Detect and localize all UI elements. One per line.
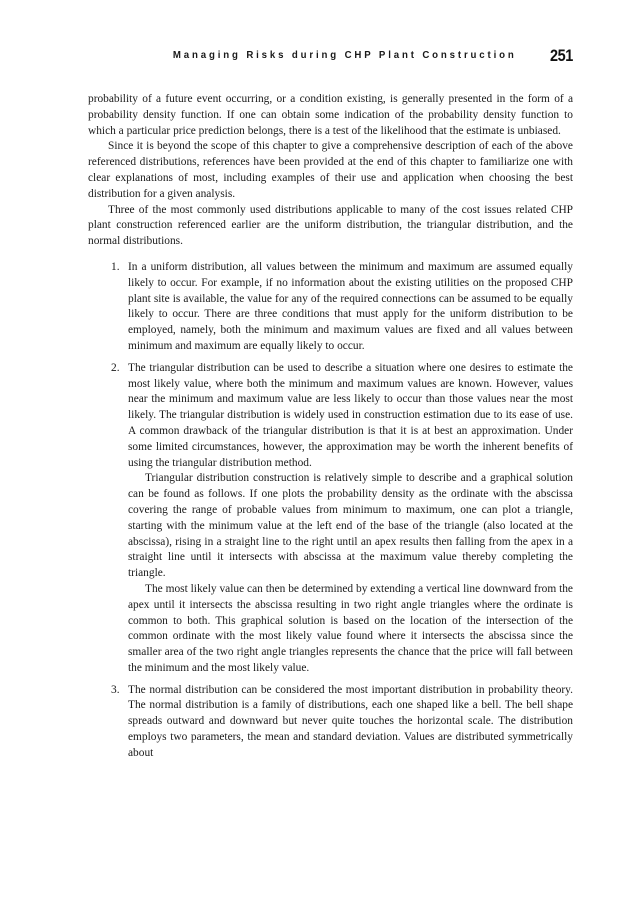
distribution-list: [88, 260, 573, 762]
page-number: 251: [550, 46, 573, 65]
list-item-number: 1.: [111, 260, 120, 273]
list-item-paragraph: The normal distribution can be considered the most important distribution in probability theory. The normal distribution is a family of distributions, each one shaped like a bell. The bell shape spreads outward and downward but never quite touches the horizontal scale. The distribution employs two parameters, the mean and standard deviation. Values are distributed symmetrically about: [128, 683, 573, 759]
list-item-number: 3.: [111, 683, 120, 696]
list-item-paragraph: In a uniform distribution, all values between the minimum and maximum are assumed equally likely to occur. For example, if no information about the existing utilities on the proposed CHP plant site is available, the value for any of the required connections can be assumed to be equally likely to occur. There are three conditions that must apply for the uniform distribution to be employed, namely, both the minimum and maximum values are fixed and all values between minimum and maximum are equally likely to occur.: [128, 260, 573, 352]
body-text: [88, 92, 573, 768]
paragraph-continued: probability of a future event occurring, or a condition existing, is generally presented in the form of a probability density function. If one can obtain some indication of the probability density function to which a particular price prediction belongs, there is a test of the likelihood that the estimate is unbiased.: [88, 93, 573, 137]
list-item-uniform-distribution: [111, 260, 573, 355]
paragraph: Since it is beyond the scope of this chapter to give a comprehensive description of each of the above referenced distributions, references have been provided at the end of this chapter to familiarize one with clear explanations of most, including examples of their use and application when choosing the best distribution for a given analysis.: [88, 140, 573, 200]
list-item-number: 2.: [111, 361, 120, 374]
list-item-paragraph: Triangular distribution construction is relatively simple to describe and a graphical solution can be found as follows. If one plots the probability density as the ordinate with the abscissa covering the range of probable values from minimum to maximum, one can plot a triangle, starting with the minimum value at the left end of the base of the triangle (also located at the abscissa), rising in a straight line to the right until an apex results then falling from the apex in a straight line until it intersects with abscissa at the maximum value thereby completing the triangle.: [128, 472, 573, 580]
list-item-paragraph: The triangular distribution can be used to describe a situation where one desires to estimate the most likely value, where both the minimum and maximum values are known. However, values near the minimum and maximum value are less likely to occur than those values near the most likely. The triangular distribution is widely used in construction estimation due to its ease of use. A common drawback of the triangular distribution is that it is at best an approximation. Under some limited circumstances, however, the approximation may be worth the inherent benefits of using the triangular distribution method.: [128, 361, 573, 469]
list-item-triangular-distribution: [111, 361, 573, 677]
running-title: Managing Risks during CHP Plant Construction: [173, 49, 517, 61]
list-item-paragraph: The most likely value can then be determined by extending a vertical line downward from the apex until it intersects the abscissa resulting in two right angle triangles where the ordinate is common to both. This graphical solution is based on the location of the intersection of the common ordinate with the most likely value found where it intersects the abscissa since the smaller area of the two right angle triangles represents the chance that the price will fall between the minimum and the most likely value.: [128, 582, 573, 674]
paragraph: Three of the most commonly used distributions applicable to many of the cost issues related CHP plant construction referenced earlier are the uniform distribution, the triangular distribution, and the normal distributions.: [88, 203, 573, 248]
running-header: [88, 46, 573, 66]
list-item-normal-distribution: [111, 683, 573, 762]
